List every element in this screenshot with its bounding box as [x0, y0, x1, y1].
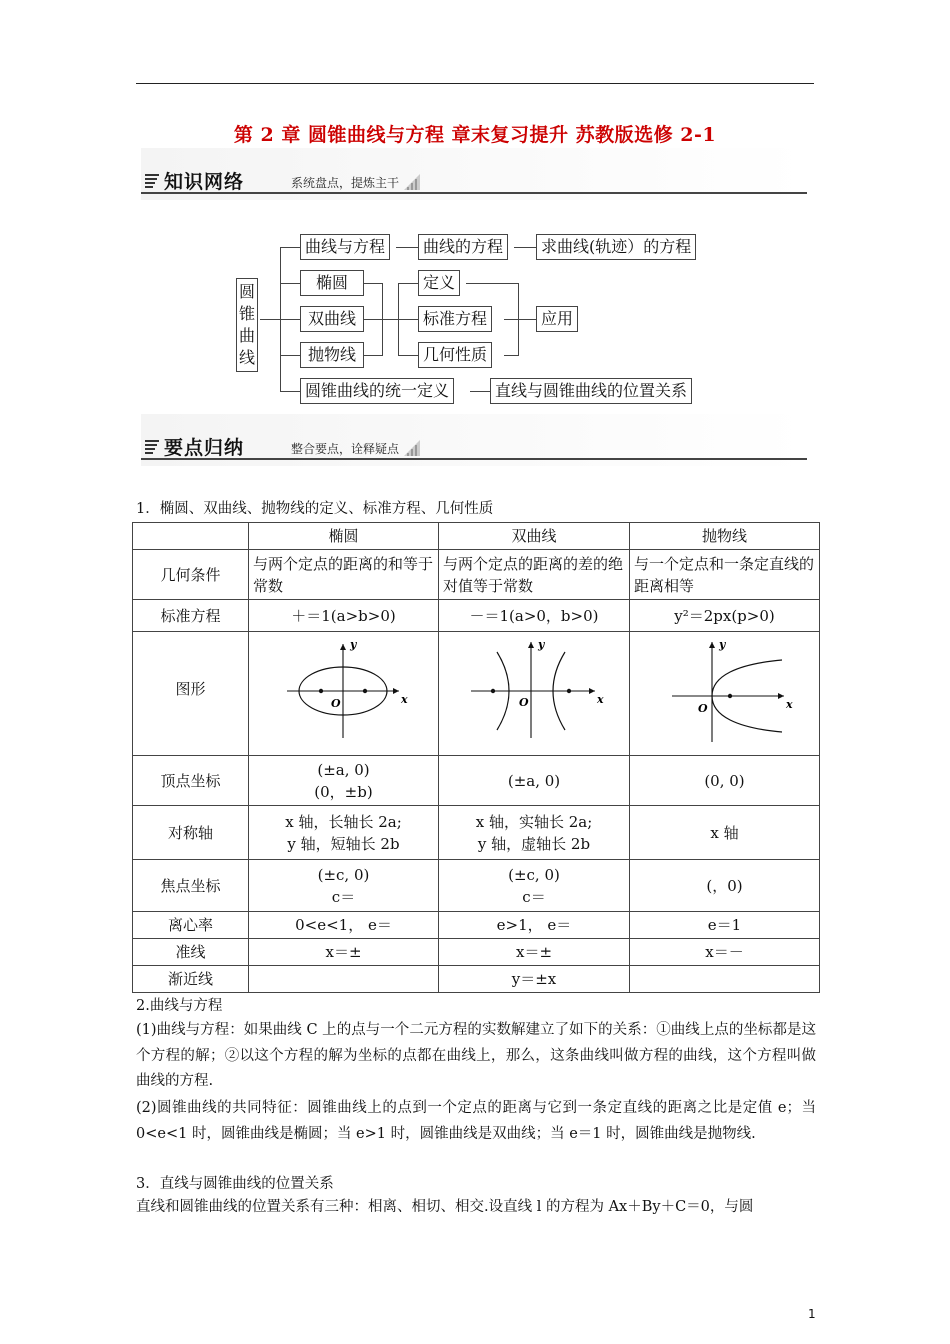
connector — [396, 247, 418, 248]
row-label: 对称轴 — [133, 806, 249, 860]
section-marker-icon — [144, 438, 160, 454]
connector — [504, 355, 518, 356]
ramp-icon — [404, 440, 420, 456]
table-cell: e>1， e＝ — [439, 912, 630, 939]
axis-label-x: x — [400, 692, 408, 706]
connector — [398, 319, 418, 320]
table-row — [133, 756, 820, 806]
connector — [364, 283, 382, 284]
table-cell — [439, 860, 630, 912]
row-label: 顶点坐标 — [133, 756, 249, 806]
paragraph: 直线和圆锥曲线的位置关系有三种：相离、相切、相交.设直线 l 的方程为 Ax＋By＋C＝0，与圆 — [136, 1199, 754, 1215]
ellipse-graph — [269, 636, 419, 746]
table-row — [133, 632, 820, 756]
properties-table — [132, 522, 820, 993]
ellipse-figure-cell — [249, 632, 439, 756]
table-cell: 与两个定点的距离的差的绝对值等于常数 — [439, 550, 630, 600]
cell-line: (±a, 0) — [317, 760, 370, 779]
node-label: 曲线与方程 — [305, 237, 386, 256]
axis-label-y: y — [718, 637, 725, 651]
section-rule — [141, 192, 807, 194]
cell-line: x 轴，长轴长 2a; — [285, 812, 402, 831]
table-cell: 与一个定点和一条定直线的距离相等 — [630, 550, 820, 600]
node-label: 定义 — [423, 273, 456, 292]
node-hyperbola — [300, 306, 364, 332]
node-geometric-properties — [418, 342, 492, 368]
subsection-heading: 2.曲线与方程 — [136, 998, 223, 1014]
node-parabola — [300, 342, 364, 368]
section-subtitle: 系统盘点，提炼主干 — [291, 176, 400, 190]
header-cell: 椭圆 — [249, 523, 439, 550]
table-cell: (0, 0) — [630, 756, 820, 806]
cell-line: (0，±b) — [314, 782, 373, 801]
row-label: 图形 — [133, 632, 249, 756]
table-row — [133, 966, 820, 993]
node-label: 曲线的方程 — [423, 237, 504, 256]
connector — [280, 391, 300, 392]
cell-line: y 轴，虚轴长 2b — [477, 834, 591, 853]
axis-label-x: x — [597, 692, 604, 706]
parabola-graph — [650, 636, 800, 746]
node-label: 应用 — [541, 309, 574, 328]
node-root-label: 圆 锥 曲 线 — [238, 282, 255, 367]
node-label: 直线与圆锥曲线的位置关系 — [495, 381, 688, 400]
row-label: 标准方程 — [133, 600, 249, 632]
connector — [398, 355, 418, 356]
table-cell — [249, 966, 439, 993]
table-cell: x＝－ — [630, 939, 820, 966]
cell-line: (±c, 0) — [317, 865, 370, 884]
axis-label-y: y — [538, 637, 545, 651]
ramp-icon — [404, 174, 420, 190]
table-cell: 0<e<1， e＝ — [249, 912, 439, 939]
table-cell — [249, 860, 439, 912]
cell-line: y 轴，短轴长 2b — [287, 834, 400, 853]
parabola-figure-cell — [630, 632, 820, 756]
header-cell — [133, 523, 249, 550]
connector — [382, 319, 398, 320]
axis-label-y: y — [349, 637, 356, 651]
node-trajectory-equation — [536, 234, 696, 260]
section-label: 知识网络 — [164, 171, 245, 193]
table-row — [133, 600, 820, 632]
table-cell: －＝1(a>0，b>0) — [439, 600, 630, 632]
cell-line: x 轴，实轴长 2a; — [475, 812, 593, 831]
table-cell — [630, 966, 820, 993]
section-subtitle: 整合要点，诠释疑点 — [291, 442, 400, 456]
node-ellipse — [300, 270, 364, 296]
section-label: 要点归纳 — [164, 437, 245, 459]
node-curve-of-equation — [418, 234, 508, 260]
table-cell: 与两个定点的距离的和等于常数 — [249, 550, 439, 600]
node-label: 求曲线(轨迹）的方程 — [541, 237, 692, 256]
row-label: 离心率 — [133, 912, 249, 939]
table-row — [133, 912, 820, 939]
connector — [398, 283, 418, 284]
origin-label: O — [330, 696, 341, 710]
node-definition — [418, 270, 460, 296]
node-application — [536, 306, 578, 332]
subsection-heading: 3．直线与圆锥曲线的位置关系 — [136, 1176, 334, 1192]
connector — [466, 283, 518, 284]
connector — [364, 355, 382, 356]
paragraph: (2)圆锥曲线的共同特征：圆锥曲线上的点到一个定点的距离与它到一条定直线的距离之比是定值 e；当 0<e<1 时，圆锥曲线是椭圆；当 e>1 时，圆锥曲线是双曲线；当 e＝1 时，圆锥曲线是抛物线. — [136, 1100, 816, 1142]
section-banner-knowledge-network — [141, 148, 807, 200]
node-label: 几何性质 — [423, 345, 488, 364]
section-rule — [141, 458, 807, 460]
table-caption: 1．椭圆、双曲线、抛物线的定义、标准方程、几何性质 — [136, 501, 494, 517]
table-cell: (±a, 0) — [439, 756, 630, 806]
connector — [514, 247, 536, 248]
row-label: 几何条件 — [133, 550, 249, 600]
connector — [280, 319, 300, 320]
row-label: 准线 — [133, 939, 249, 966]
table-cell: x＝± — [249, 939, 439, 966]
row-label: 焦点坐标 — [133, 860, 249, 912]
table-cell: y＝±x — [439, 966, 630, 993]
table-row — [133, 860, 820, 912]
node-curve-equation — [300, 234, 390, 260]
node-label: 双曲线 — [307, 309, 356, 328]
section-banner-key-points — [141, 414, 807, 466]
header-cell: 双曲线 — [439, 523, 630, 550]
node-label: 抛物线 — [307, 345, 356, 364]
table-cell: (，0) — [630, 860, 820, 912]
table-cell: ＋＝1(a>b>0) — [249, 600, 439, 632]
table-cell — [439, 806, 630, 860]
origin-label: O — [697, 701, 708, 715]
header-cell: 抛物线 — [630, 523, 820, 550]
cell-line: c＝ — [522, 887, 546, 906]
axis-label-x: x — [785, 697, 793, 711]
connector — [470, 391, 490, 392]
node-label: 标准方程 — [423, 309, 488, 328]
connector — [364, 319, 382, 320]
node-root — [236, 278, 258, 372]
cell-line: c＝ — [331, 887, 356, 906]
table-cell: x 轴 — [630, 806, 820, 860]
node-standard-equation — [418, 306, 492, 332]
node-unified-definition — [300, 378, 454, 404]
table-row — [133, 550, 820, 600]
node-label: 圆锥曲线的统一定义 — [305, 381, 450, 400]
connector — [280, 355, 300, 356]
hyperbola-figure-cell — [439, 632, 630, 756]
origin-label: O — [519, 695, 529, 709]
row-label: 渐近线 — [133, 966, 249, 993]
table-row — [133, 806, 820, 860]
header-rule — [136, 83, 814, 84]
table-cell: x＝± — [439, 939, 630, 966]
table-cell — [249, 756, 439, 806]
table-cell — [249, 806, 439, 860]
cell-line: (±c, 0) — [508, 865, 560, 884]
node-line-conic-relation — [490, 378, 692, 404]
connector — [280, 283, 300, 284]
connector — [518, 319, 536, 320]
node-label: 椭圆 — [315, 273, 348, 292]
page-number: 1 — [808, 1307, 816, 1321]
hyperbola-graph — [459, 636, 609, 746]
table-cell: y²＝2px(p>0) — [630, 600, 820, 632]
connector — [280, 247, 300, 248]
page-title: 第 2 章 圆锥曲线与方程 章末复习提升 苏教版选修 2-1 — [233, 124, 717, 146]
table-header-row — [133, 523, 820, 550]
paragraph: (1)曲线与方程：如果曲线 C 上的点与一个二元方程的实数解建立了如下的关系：①曲线上点的坐标都是这个方程的解；②以这个方程的解为坐标的点都在曲线上，那么，这条曲线叫做方程的曲线，这个方程叫做曲线的方程. — [136, 1022, 816, 1089]
section-marker-icon — [144, 172, 160, 188]
connector — [260, 319, 280, 320]
table-row — [133, 939, 820, 966]
table-cell: e＝1 — [630, 912, 820, 939]
connector — [504, 319, 518, 320]
